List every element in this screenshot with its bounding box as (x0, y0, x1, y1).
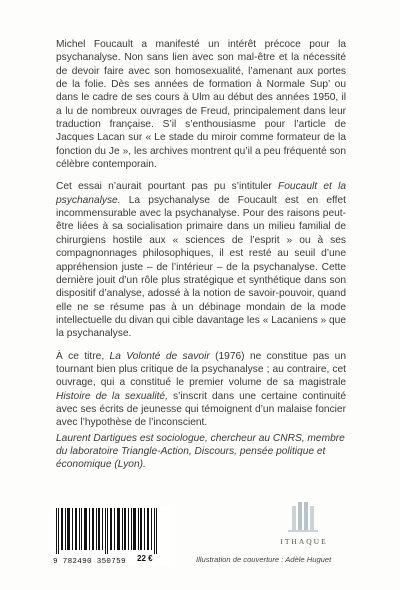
isbn-number: 9 782490 350759 (53, 558, 126, 566)
blurb-text: À ce titre, (56, 350, 110, 362)
publisher-name: ITHAQUE (280, 537, 328, 546)
blurb-paragraph-3 (56, 350, 346, 430)
blurb-paragraph-1: Michel Foucault a manifesté un intérêt précoce pour la psychanalyse. Non sans lien avec son mal-être et la nécessité de devoir faire avec son homosexualité, l’amenant aux portes de la folie. Dès ses années de formation à Normale Sup’ ou dans le cadre de ses cours à Ulm au début des années 1950, il a lu de nombreux ouvrages de Freud, principalement dans leur traduction française. S’il s’enthousiasme pour l’article de Jacques Lacan sur « Le stade du miroir comme formateur de la fonction du Je », les archives montrent qu’il a peu fréquenté son célèbre contemporain. (56, 39, 346, 171)
blurb-paragraph-2 (56, 180, 346, 340)
book-title-reference: Histoire de la sexualité, (56, 390, 168, 402)
blurb-text: s’inscrit dans une certaine continuité avec ses écrits de jeunesse qui témoignent d’un malaise foncier avec l’hypothèse de l’inconscient. (56, 390, 346, 429)
blurb (56, 38, 346, 430)
author-bio: Laurent Dartigues est sociologue, chercheur au CNRS, membre du laboratoire Triangle-Action, Discours, pensée politique et économique (Lyon). (56, 433, 345, 471)
barcode-icon (52, 506, 170, 556)
blurb-text: Cet essai n’aurait pourtant pas pu s’intituler (56, 181, 279, 193)
blurb-text: (1976) ne constitue pas un tournant bien plus critique de la psychanalyse ; au contraire, cet ouvrage, qui a constitué le premier volume de sa magistrale (56, 350, 346, 389)
cover-credit: Illustration de couverture : Adèle Huguet (196, 555, 332, 564)
blurb-text: La psychanalyse de Foucault est en effet incommensurable avec la psychanalyse. Pour des raisons peut-être liées à sa socialisation primaire dans un milieu familial de chirurgiens hostile aux « sciences de l’esprit » ou à ses compagnonnages philosophiques, il est resté au seuil d’une appréhension juste – de l’intérieur – de la psychanalyse. Cette dernière jouit d’un rôle plus stratégique et synthétique dans son dispositif d’analyse, adossé à la notion de savoir-pouvoir, quand elle ne se résume pas à un débinage mondain de la mode intellectuelle du divan qui cible davantage les « Lacaniens » que la psychanalyse. (56, 194, 346, 340)
price: 22 € (137, 554, 153, 563)
book-title-reference: La Volonté de savoir (109, 350, 210, 362)
publisher-logo-icon (278, 500, 330, 534)
book-title-reference: Foucault et la psychanalyse. (56, 181, 346, 206)
